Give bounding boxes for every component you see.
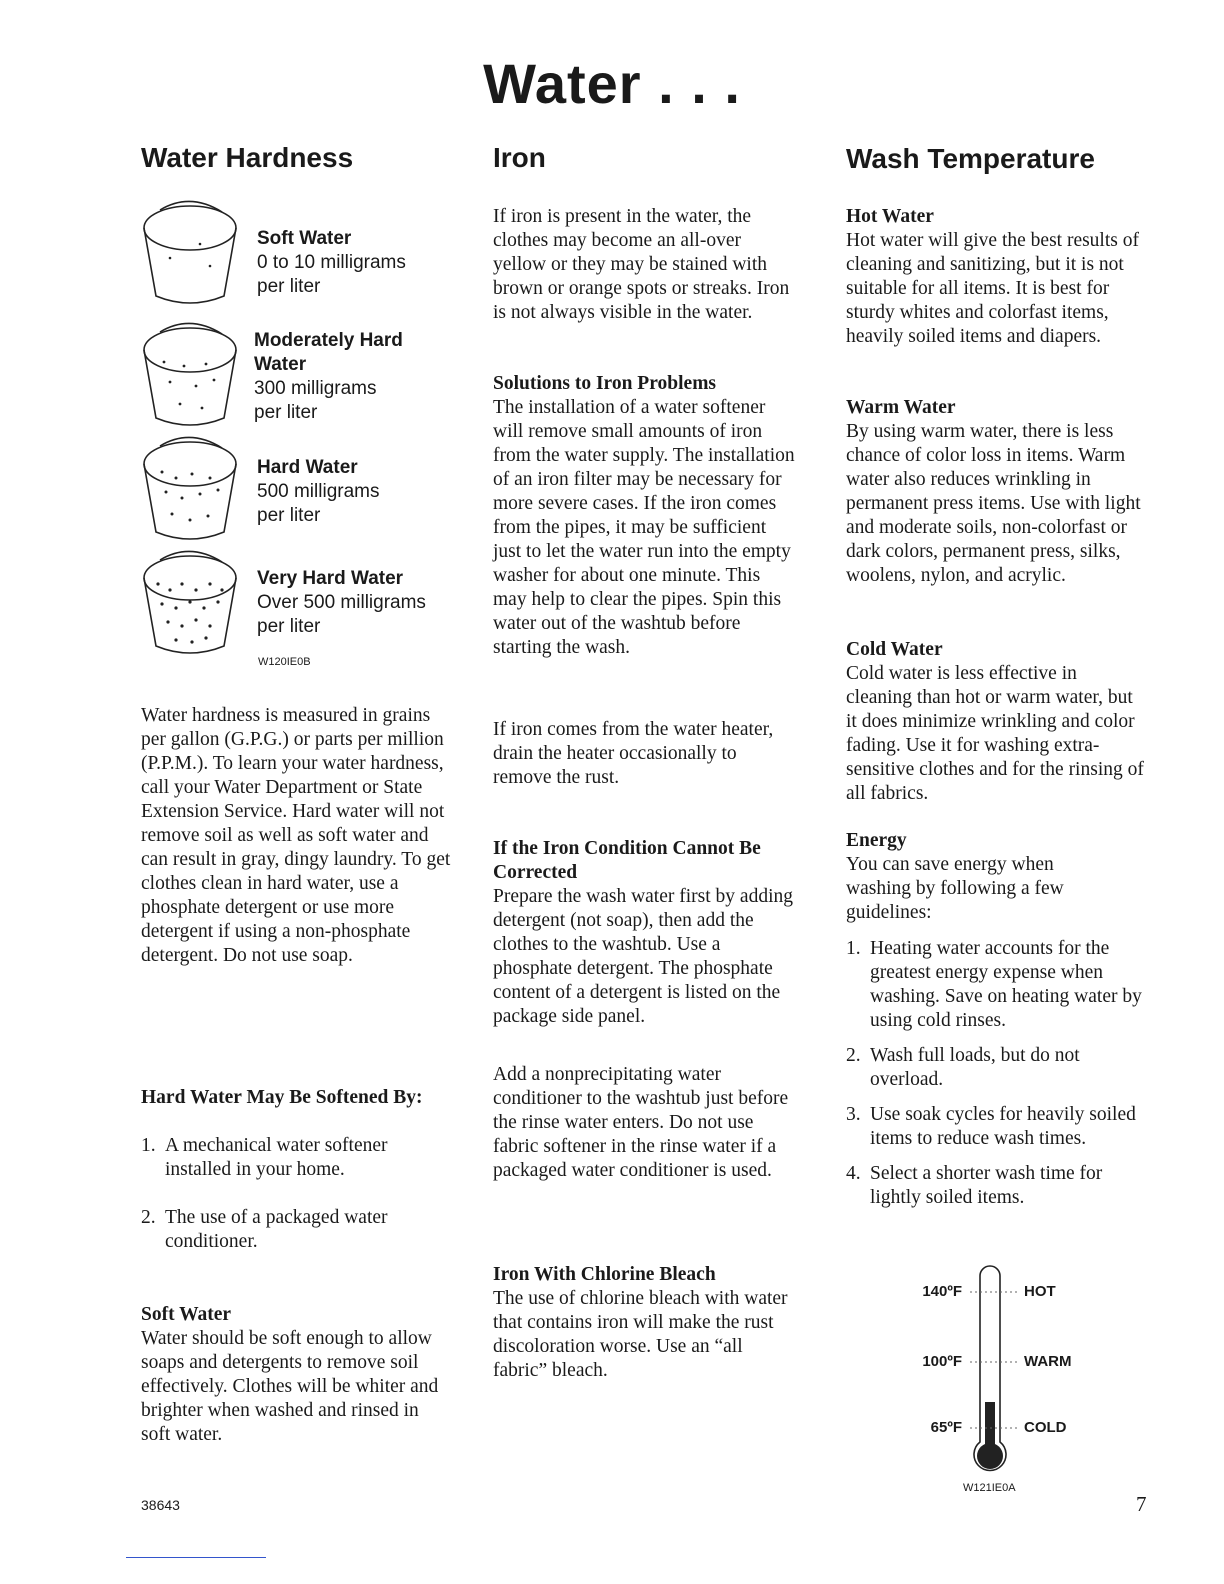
temp-label-warm: WARM: [1024, 1353, 1072, 1370]
temp-label-cold: COLD: [1024, 1419, 1067, 1436]
list-item: 1. Heating water accounts for the greatest energy expense when washing. Save on heating water by using cold rinses.: [846, 938, 1142, 1031]
energy-list: [846, 937, 1146, 1210]
iron-heater-text: If iron comes from the water heater, drain the heater occasionally to remove the rust.: [493, 719, 774, 788]
page-title: Water . . .: [483, 52, 741, 115]
water-hardness-intro: Water hardness is measured in grains per gallon (G.P.G.) or parts per million (P.P.M.). To learn your water hardness, call your Water Department or State Extension Service. Hard water will not remove soil as well as soft water and can result in gray, dingy laundry. To get clothes clean in hard water, use a phosphate detergent or use more detergent if using a non-phosphate detergent. Do not use soap.: [141, 705, 451, 966]
temp-reading: 100ºF: [922, 1353, 962, 1370]
list-item: 3. Use soak cycles for heavily soiled items to reduce wash times.: [846, 1104, 1136, 1149]
energy-text: You can save energy when washing by following a few guidelines:: [846, 854, 1064, 923]
document-number: 38643: [141, 1497, 180, 1513]
solutions-text: The installation of a water softener will remove small amounts of iron from the water supply. The installation of an iron filter may be necessary for more severe cases. If the iron comes from the pipes, it may be sufficient just to let the water run into the empty washer for about one minute. This may help to clear the pipes. Spin this water out of the washtub before starting the wash.: [493, 397, 795, 658]
bucket-icon-soft: [144, 201, 236, 303]
footer-rule: [126, 1557, 266, 1558]
hardness-level-title: Soft Water: [257, 228, 352, 249]
hot-water-text: Hot water will give the best results of cleaning and sanitizing, but it is not suitable for all items. It is best for sturdy whites and colorfast items, heavily soiled items and diapers.: [846, 230, 1139, 347]
hardness-level-title: Very Hard Water: [257, 568, 404, 589]
page-number: 7: [1136, 1492, 1147, 1516]
iron-intro: If iron is present in the water, the clothes may become an all-over yellow or they may be stained with brown or orange spots or streaks. Iron is not always visible in the water.: [493, 206, 790, 323]
iron-heading: Iron: [493, 142, 546, 173]
hardness-level-desc: 300 milligrams per liter: [254, 378, 377, 423]
bucket-icon-very-hard: [144, 551, 236, 653]
energy-heading: Energy: [846, 830, 907, 851]
temp-label-hot: HOT: [1024, 1283, 1056, 1300]
softened-list: [141, 1134, 441, 1254]
soft-water-heading: Soft Water: [141, 1304, 232, 1325]
hardness-level-title: Hard Water: [257, 457, 358, 478]
temp-reading: 65ºF: [930, 1419, 962, 1436]
soft-water-text: Water should be soft enough to allow soaps and detergents to remove soil effectively. Clothes will be whiter and brighter when washed and rinsed in soft water.: [141, 1328, 439, 1445]
hardness-level-desc: 500 milligrams per liter: [257, 481, 380, 526]
chlorine-bleach-heading: Iron With Chlorine Bleach: [493, 1264, 716, 1285]
warm-water-text: By using warm water, there is less chance of color loss in items. Warm water also reduces wrinkling in permanent press items. Use with light and moderate soils, non-colorfast or dark colors, permanent press, silks, woolens, nylon, and acrylic.: [846, 421, 1141, 586]
hardness-level-soft: [257, 227, 457, 299]
cold-water-text: Cold water is less effective in cleaning than hot or warm water, but it does minimize wrinkling and color fading. Use it for washing extra-sensitive clothes and for the rinsing of all fabrics.: [846, 663, 1144, 804]
list-item: 2. Wash full loads, but do not overload.: [846, 1045, 1080, 1090]
list-item: 2. The use of a packaged water conditioner.: [141, 1207, 388, 1252]
hardness-level-desc: Over 500 milligrams per liter: [257, 592, 426, 637]
hardness-level-desc: 0 to 10 milligrams per liter: [257, 252, 406, 297]
hardness-level-hard: [257, 456, 457, 528]
hardness-level-title: Moderately Hard Water: [254, 330, 403, 375]
wash-temperature-heading: Wash Temperature: [846, 143, 1095, 174]
list-item: 1. A mechanical water softener installed in your home.: [141, 1135, 388, 1180]
warm-water-heading: Warm Water: [846, 397, 956, 418]
thermometer-icon: [970, 1262, 1020, 1480]
hot-water-heading: Hot Water: [846, 206, 934, 227]
temp-reading: 140ºF: [922, 1283, 962, 1300]
figure-code: W121IE0A: [963, 1482, 1016, 1494]
bucket-icon-hard: [144, 437, 236, 539]
water-hardness-heading: Water Hardness: [141, 142, 354, 173]
cannot-correct-heading: If the Iron Condition Cannot Be Corrected: [493, 838, 761, 883]
figure-code: W120IE0B: [258, 656, 311, 668]
hardness-level-moderately-hard: [254, 329, 424, 425]
list-item: 4. Select a shorter wash time for lightly soiled items.: [846, 1163, 1103, 1208]
cannot-correct-text: Prepare the wash water first by adding detergent (not soap), then add the clothes to the washtub. Use a phosphate detergent. The phosphate content of a detergent is listed on the package side panel.: [493, 886, 793, 1027]
hardness-level-very-hard: [257, 567, 457, 639]
chlorine-bleach-text: The use of chlorine bleach with water that contains iron will make the rust discoloration worse. Use an “all fabric” bleach.: [493, 1288, 788, 1381]
conditioner-text: Add a nonprecipitating water conditioner to the washtub just before the rinse water enters. Do not use fabric softener in the rinse water if a packaged water conditioner is used.: [493, 1064, 789, 1181]
solutions-heading: Solutions to Iron Problems: [493, 373, 717, 394]
bucket-icon-moderately-hard: [144, 323, 236, 425]
softened-heading: Hard Water May Be Softened By:: [141, 1087, 423, 1108]
water-hardness-bucket-illustration: [140, 200, 248, 670]
cold-water-heading: Cold Water: [846, 639, 943, 660]
